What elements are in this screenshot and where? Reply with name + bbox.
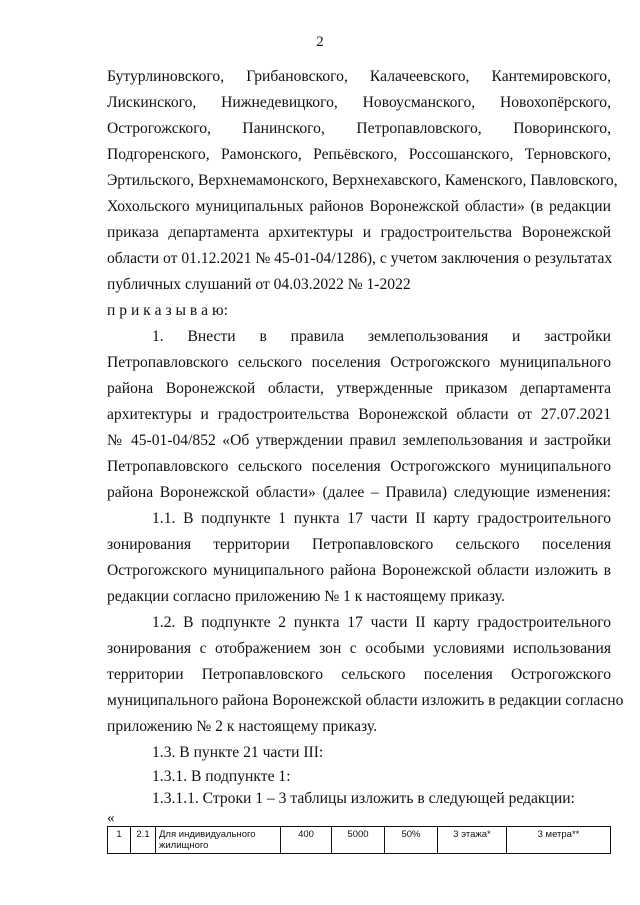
opening-quote: « (107, 810, 115, 826)
text-line: Хохольского муниципальных районов Воронежской области» (в редакции (107, 198, 611, 215)
text-line: редакции согласно приложению № 1 к настоящему приказу. (107, 588, 505, 605)
text-line: области от 01.12.2021 № 45-01-04/1286), с учетом заключения о результатах (107, 250, 613, 267)
table-cell: 400 (281, 827, 332, 854)
table-cell: 2.1 (131, 827, 156, 854)
item-1-1-heading: 1.1. В подпункте 1 пункта 17 части II карту градостроительного (152, 510, 611, 527)
text-line: Лискинского, Нижнедевицкого, Новоусманского, Новохопёрского, (107, 94, 611, 111)
table-cell: 50% (385, 827, 438, 854)
item-1-3-heading: 1.3. В пункте 21 части III: (152, 744, 324, 761)
text-line: № 45-01-04/852 «Об утверждении правил землепользования и застройки (107, 432, 611, 449)
table-cell: 5000 (332, 827, 385, 854)
text-line: Петропавловского сельского поселения Острогожского муниципального (107, 354, 611, 371)
zoning-table-row (107, 826, 611, 854)
text-line: Острогожского муниципального района Воронежской области изложить в (107, 562, 611, 579)
text-line: публичных слушаний от 04.03.2022 № 1-2022 (107, 276, 411, 293)
text-line: района Воронежской области» (далее – Правила) следующие изменения: (107, 484, 611, 501)
text-line: приказа департамента архитектуры и градостроительства Воронежской (107, 224, 611, 241)
text-line: зонирования с отображением зон с особыми условиями использования (107, 640, 611, 657)
table-cell: 3 метра** (507, 827, 611, 854)
table-cell: 1 (108, 827, 131, 854)
text-line: территории Петропавловского сельского поселения Острогожского (107, 666, 611, 683)
text-line: зонирования территории Петропавловского сельского поселения (107, 536, 611, 553)
item-1-2-heading: 1.2. В подпункте 2 пункта 17 части II карту градостроительного (152, 614, 611, 631)
table-row (108, 827, 611, 854)
text-line: Петропавловского сельского поселения Острогожского муниципального (107, 458, 611, 475)
text-line: Острогожского, Панинского, Петропавловского, Поворинского, (107, 120, 611, 137)
table-cell: 3 этажа* (438, 827, 507, 854)
text-line: района Воронежской области, утвержденные приказом департамента (107, 380, 611, 397)
text-line: Эртильского, Верхнемамонского, Верхнехавского, Каменского, Павловского, (107, 172, 618, 189)
item-1-3-1-heading: 1.3.1. В подпункте 1: (152, 768, 291, 785)
item-1-heading: 1. Внести в правила землепользования и застройки (152, 328, 611, 345)
text-line: архитектуры и градостроительства Воронежской области от 27.07.2021 (107, 406, 611, 423)
text-line: Подгоренского, Рамонского, Репьёвского, Россошанского, Терновского, (107, 146, 611, 163)
page-number: 2 (316, 34, 324, 50)
item-1-3-1-1-heading: 1.3.1.1. Строки 1 – 3 таблицы изложить в следующей редакции: (152, 790, 575, 807)
table-cell: Для индивидуального жилищного (156, 827, 281, 854)
text-line: Бутурлиновского, Грибановского, Калачеевского, Кантемировского, (107, 68, 611, 85)
text-line: приложению № 2 к настоящему приказу. (107, 718, 378, 735)
order-word: п р и к а з ы в а ю: (107, 302, 228, 319)
text-line: муниципального района Воронежской области изложить в редакции согласно (107, 692, 624, 709)
